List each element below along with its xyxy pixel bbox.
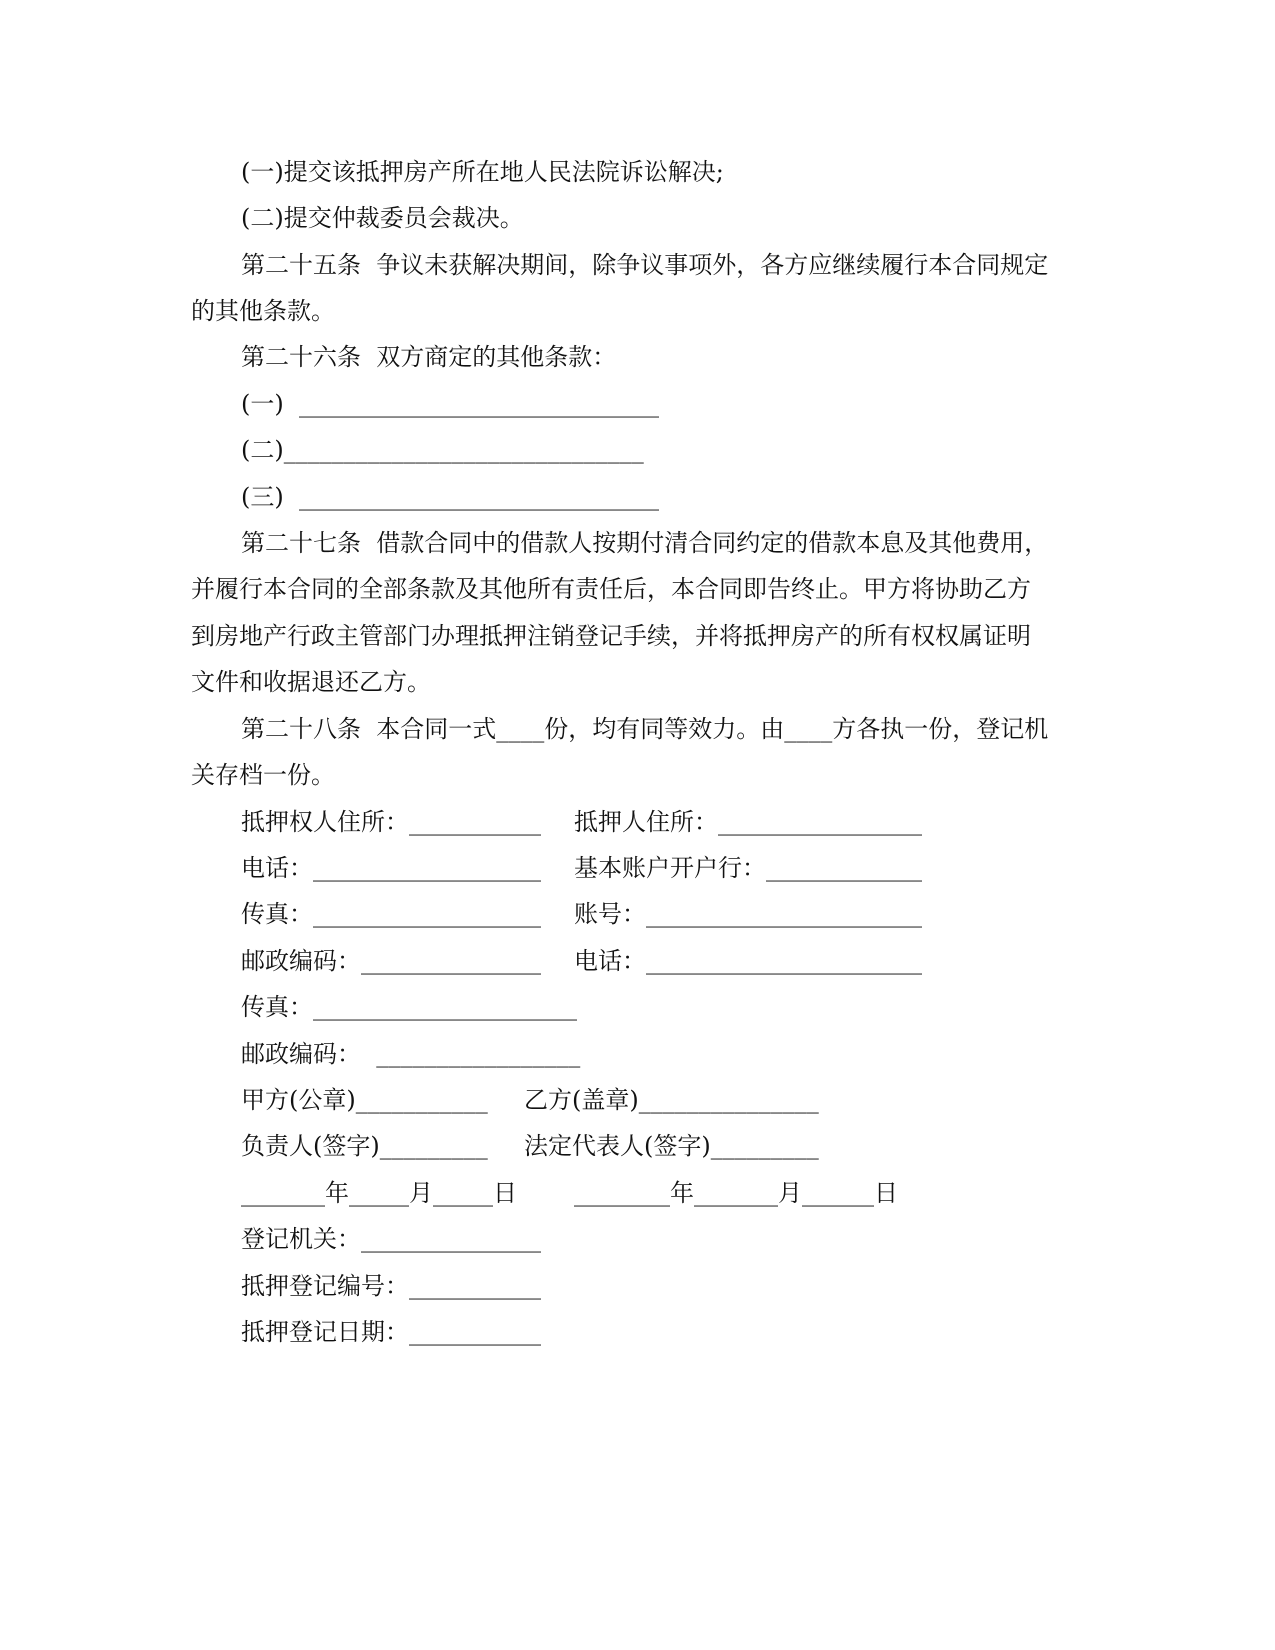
party-a-signature: 负责人(签字)_________: [241, 1132, 488, 1160]
clause-27-line-2: 并履行本合同的全部条款及其他所有责任后，本合同即告终止。甲方将协助乙方: [191, 575, 1031, 603]
clause-27-line-3: 到房地产行政主管部门办理抵押注销登记手续，并将抵押房产的所有权权属证明: [191, 622, 1031, 650]
clause-25-line-1: 第二十五条 争议未获解决期间，除争议事项外，各方应继续履行本合同规定: [241, 251, 1049, 279]
clause-26-item-2: (二)______________________________: [241, 436, 644, 464]
clause-28-line-2: 关存档一份。: [191, 761, 335, 789]
clause-27-line-1: 第二十七条 借款合同中的借款人按期付清合同约定的借款本息及其他费用，: [241, 529, 1049, 557]
party-b-signature: 法定代表人(签字)_________: [524, 1132, 819, 1160]
clause-24-option-1: (一)提交该抵押房产所在地人民法院诉讼解决;: [241, 158, 724, 186]
clause-25-line-2: 的其他条款。: [191, 297, 335, 325]
form-mortgagee-address: 抵押权人住所：___________: [241, 808, 541, 836]
registration-authority: 登记机关：_______________: [241, 1225, 541, 1253]
clause-24-option-2: (二)提交仲裁委员会裁决。: [241, 204, 524, 232]
form-phone-left: 电话：___________________: [241, 854, 541, 882]
party-b-date: ________年_______月______日: [574, 1179, 898, 1207]
party-a-seal: 甲方(公章)___________: [241, 1086, 488, 1114]
registration-number: 抵押登记编号：___________: [241, 1272, 541, 1300]
party-a-date: _______年_____月_____日: [241, 1179, 517, 1207]
form-account: 账号：_______________________: [574, 900, 922, 928]
form-mortgagor-address: 抵押人住所：_________________: [574, 808, 922, 836]
party-b-seal: 乙方(盖章)_______________: [524, 1086, 819, 1114]
clause-28-line-1: 第二十八条 本合同一式____份，均有同等效力。由____方各执一份，登记机: [241, 715, 1049, 743]
clause-26-title: 第二十六条 双方商定的其他条款：: [241, 343, 617, 371]
form-fax-right: 传真：______________________: [241, 993, 577, 1021]
clause-26-item-3: (三) ______________________________: [241, 483, 659, 511]
clause-27-line-4: 文件和收据退还乙方。: [191, 668, 431, 696]
form-phone-right: 电话：_______________________: [574, 947, 922, 975]
form-postcode-right: 邮政编码： _________________: [241, 1040, 581, 1068]
form-postcode-left: 邮政编码：_______________: [241, 947, 541, 975]
form-fax-left: 传真：___________________: [241, 900, 541, 928]
clause-26-item-1: (一) ______________________________: [241, 390, 659, 418]
registration-date: 抵押登记日期：___________: [241, 1318, 541, 1346]
form-bank: 基本账户开户行：_____________: [574, 854, 922, 882]
